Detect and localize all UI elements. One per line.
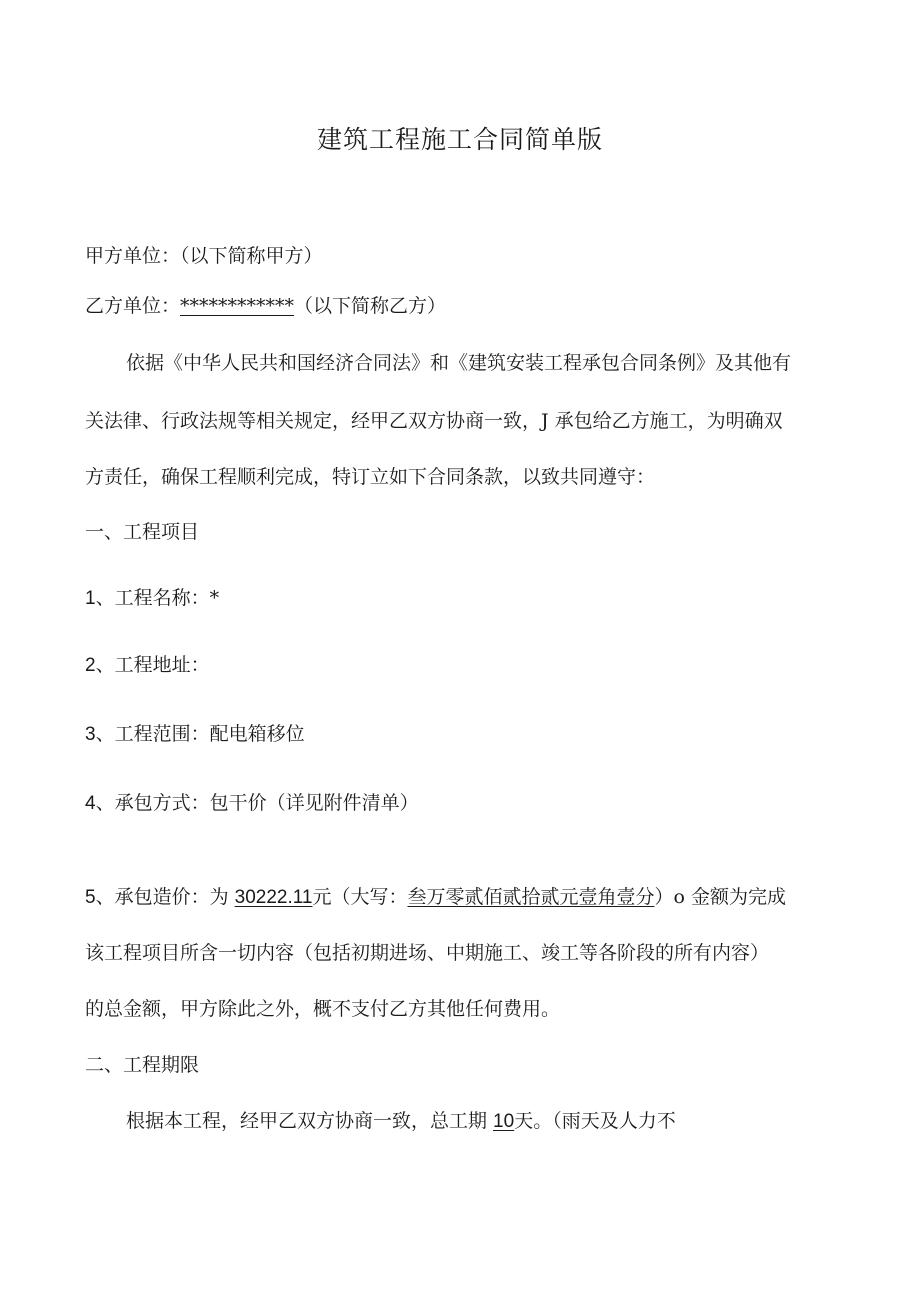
preamble-line-1: 依据《中华人民共和国经济合同法》和《建筑安装工程承包合同条例》及其他有 [126,352,792,374]
item-4 [85,791,419,816]
item-3 [85,722,305,747]
section-2-text [126,1109,676,1134]
item-5-line-3: 的总金额，甲方除此之外，概不支付乙方其他任何费用。 [85,998,561,1020]
amount-in-words: 叁万零贰佰贰拾贰元壹角壹分 [407,886,655,908]
preamble-line-2: 关法律、行政法规等相关规定，经甲乙双方协商一致，J 承包给乙方施工，为明确双 [85,410,783,432]
party-a-line [85,244,323,268]
document-title: 建筑工程施工合同简单版 [316,125,603,154]
item-1 [85,586,219,611]
item-2 [85,653,210,678]
item-5-prefix: 、承包造价：为 [95,886,235,908]
item-5-line-2: 该工程项目所含一切内容（包括初期进场、中期施工、竣工等各阶段的所有内容） [85,942,770,964]
party-a-label: 甲方单位： [85,245,181,267]
section-2-heading: 二、工程期限 [85,1054,200,1076]
item-5 [85,885,786,910]
party-b-label: 乙方单位： [85,295,181,317]
item-2-number: 2 [85,655,96,676]
item-5-number: 5 [85,887,96,908]
section-1-heading: 一、工程项目 [85,521,200,543]
amount-unit: 元（大写： [312,886,408,908]
term-suffix: 天。（雨天及人力不 [514,1110,676,1132]
term-days: 10 [493,1111,515,1132]
item-1-number: 1 [85,588,96,609]
item-4-text: 、承包方式：包干价（详见附件清单） [95,792,419,814]
item-1-text: 、工程名称：* [95,587,220,609]
party-a-suffix: （以下简称甲方） [180,245,323,267]
item-4-number: 4 [85,793,96,814]
party-b-suffix: （以下简称乙方） [294,295,447,317]
item-2-text: 、工程地址： [95,654,210,676]
item-5-suffix: ）o 金额为完成 [654,886,786,908]
preamble-line-3: 方责任，确保工程顺利完成，特订立如下合同条款，以致共同遵守： [85,466,656,488]
party-b-line [85,294,446,318]
term-prefix: 根据本工程，经甲乙双方协商一致，总工期 [126,1110,494,1132]
party-b-name: ************ [180,295,295,317]
item-3-text: 、工程范围：配电箱移位 [95,723,305,745]
contract-amount: 30222.11 [234,887,313,908]
item-3-number: 3 [85,724,96,745]
